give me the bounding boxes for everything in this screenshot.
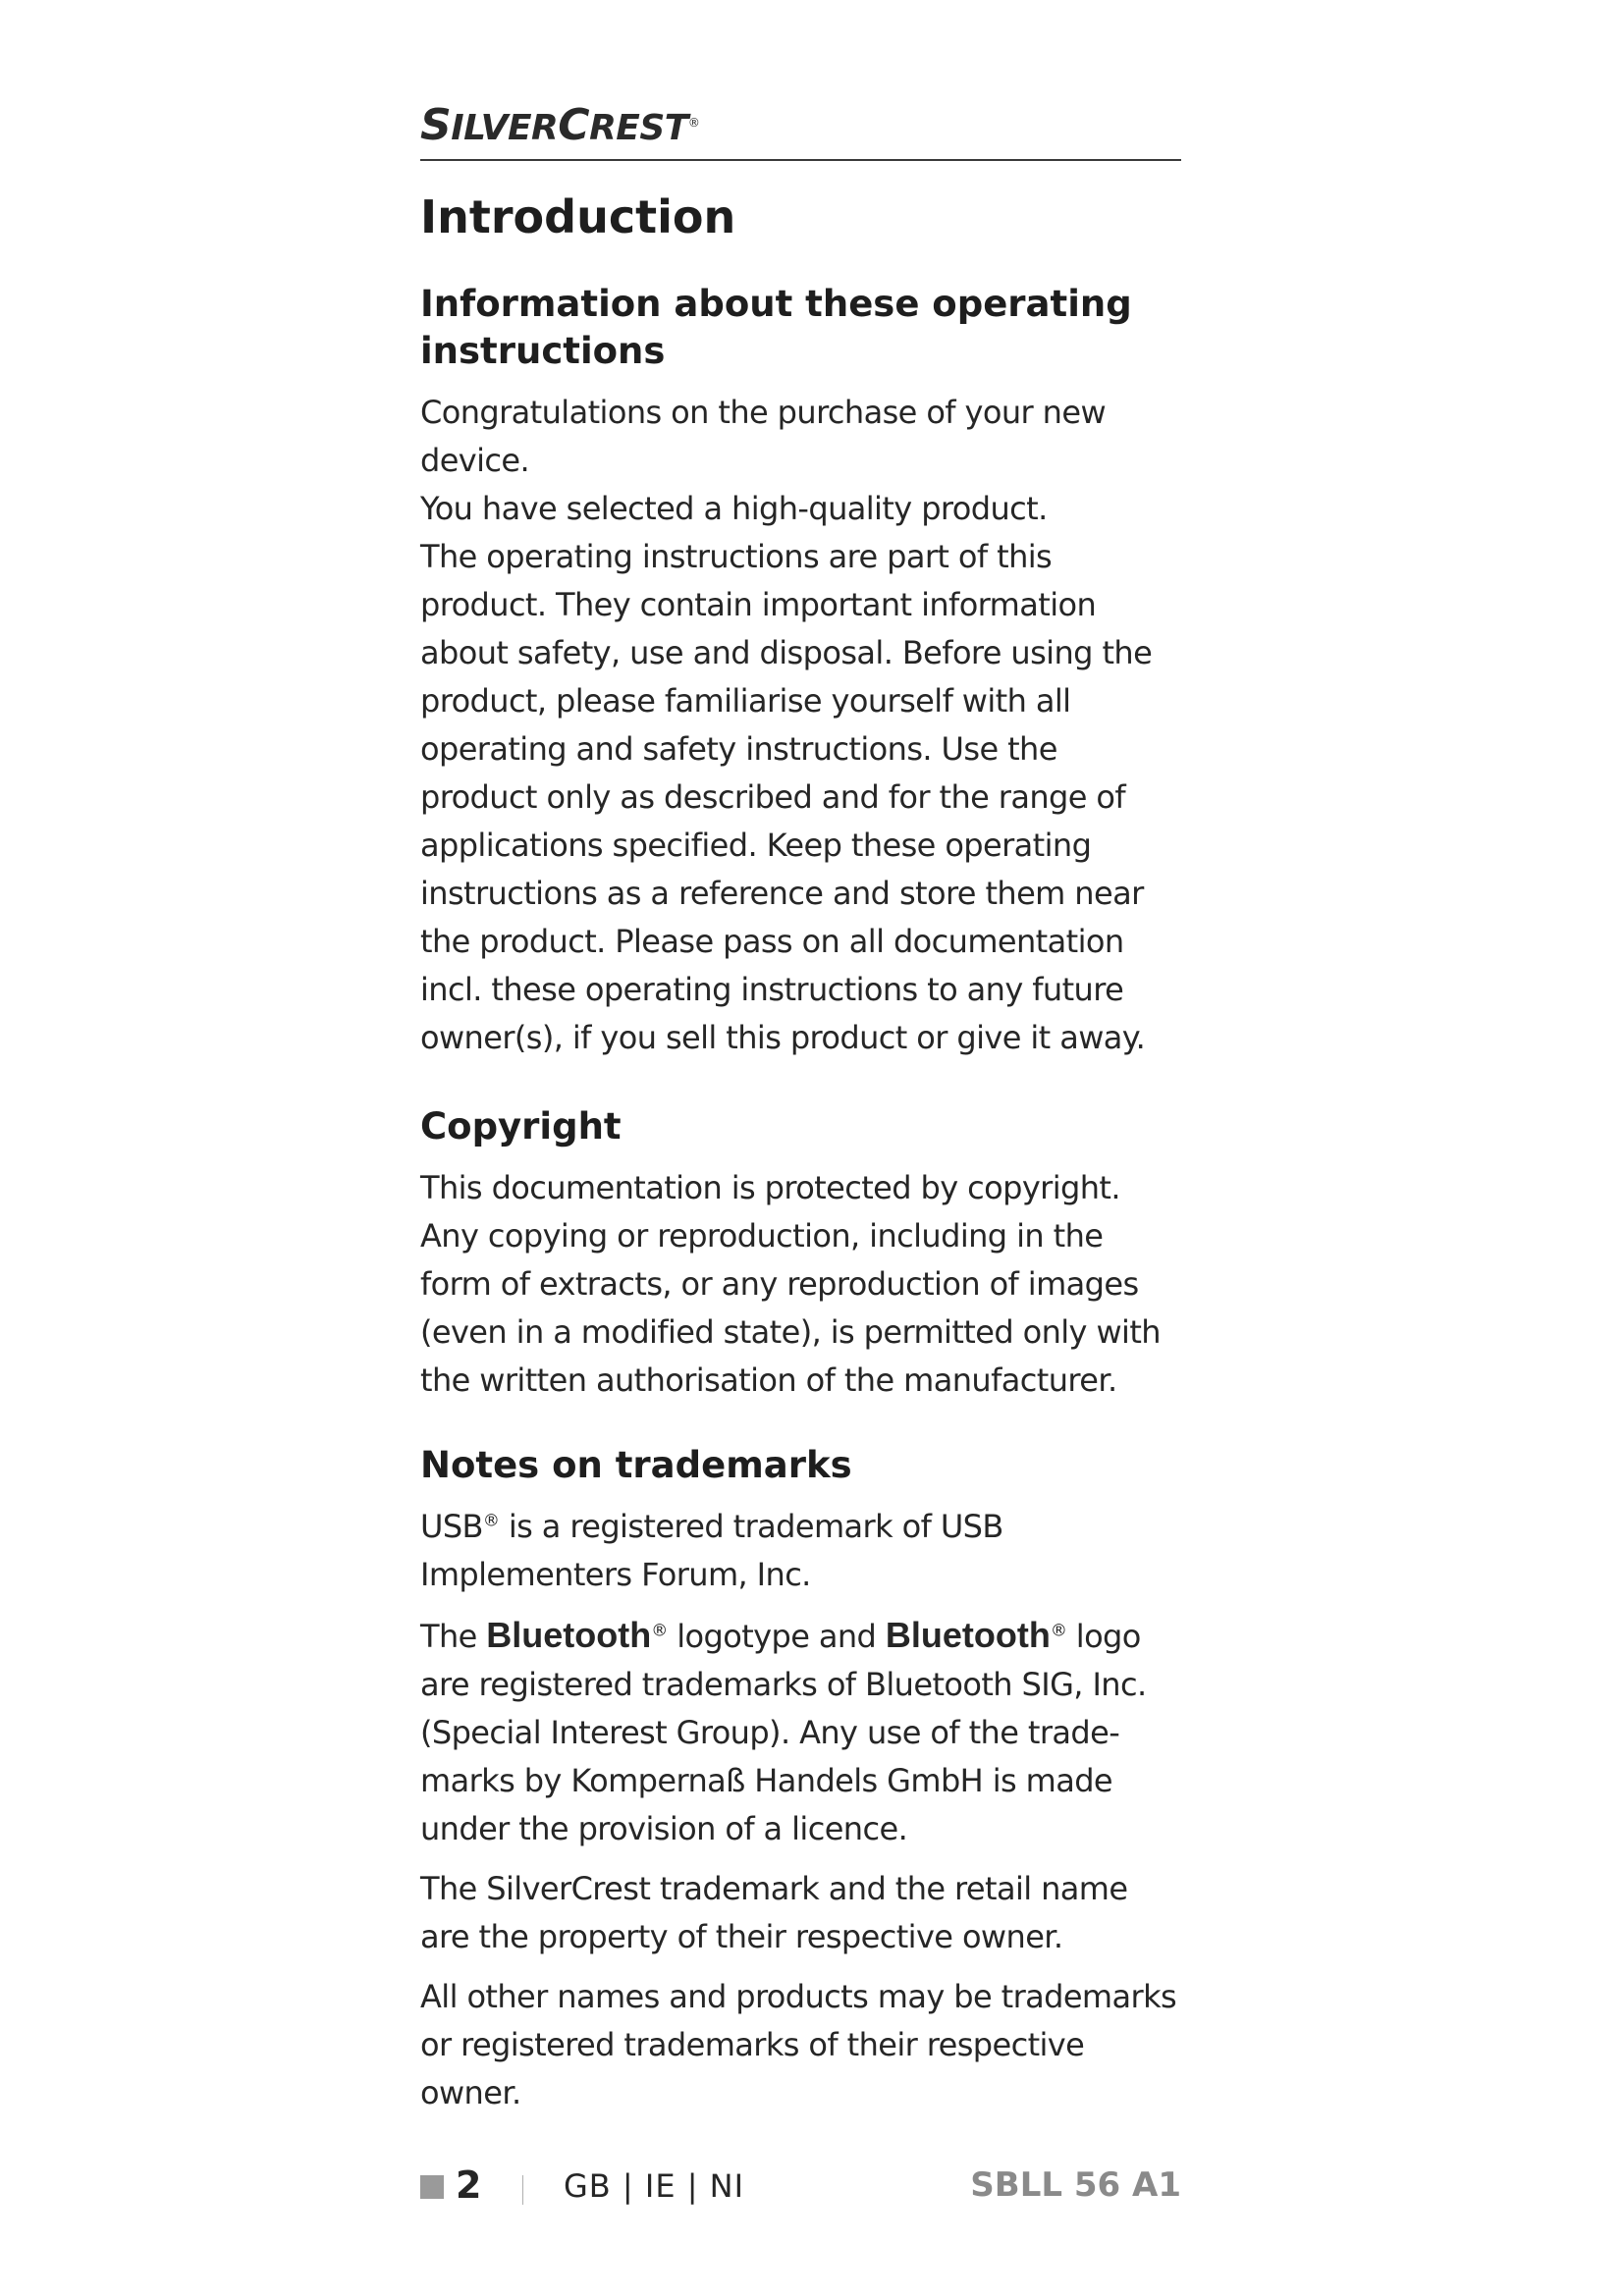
paragraph-congratulations: Congratulations on the purchase of your new device. [420,394,1107,479]
model-number: SBLL 56 A1 [970,2165,1181,2205]
section-heading-information: Information about these operating instructions [420,283,1132,372]
section-copyright [420,1103,1181,1405]
paragraph-other-names: All other names and products may be trademarks or registered trademarks of their respective owner. [420,1978,1177,2111]
paragraph-copying: Any copying or reproduction, including in the form of extracts, or any reproduction of images (even in a modified state), is permitted only with the written authorisation of the manufacturer. [420,1217,1161,1399]
section-heading-copyright: Copyright [420,1105,622,1148]
page-marker-square-icon [420,2175,444,2199]
paragraph-bluetooth: The Bluetooth® logotype and Bluetooth® logo are registered trademarks of Bluetooth SIG, Inc. (Special Interest Group). Any use of the trade-marks by Kompernaß Handels GmbH is made under the provision of a licence. [420,1615,1147,1847]
bluetooth-wordmark: Bluetooth [486,1615,652,1655]
header-rule [420,159,1181,161]
main-content [420,281,1181,2117]
section-trademarks [420,1442,1181,2117]
bluetooth-logo-wordmark: Bluetooth [885,1615,1051,1655]
page-number: 2 [456,2163,482,2207]
paragraph-usb: USB® is a registered trademark of USB Implementers Forum, Inc. [420,1508,1003,1593]
paragraph-instructions: The operating instructions are part of this product. They contain important information about safety, use and disposal. Before using the product, please familiarise yourself with all operating and safety instructions. Use the product only as described and for the range of applications specified. Keep these operating instructions as a reference and store them near the product. Please pass on all documentation incl. these operating instructions to any future owner(s), if you sell this product or give it away. [420,538,1153,1056]
paragraph-silvercrest: The SilverCrest trademark and the retail name are the property of their respective owner. [420,1870,1128,1955]
page-title: Introduction [420,190,736,243]
page-footer [420,2165,1181,2215]
brand-logo: SILVERCREST® [420,100,700,150]
section-information [420,281,1181,1062]
paragraph-protected: This documentation is protected by copyright. [420,1169,1120,1206]
paragraph-high-quality: You have selected a high-quality product. [420,490,1048,527]
footer-languages: GB | IE | NI [564,2167,745,2205]
section-heading-trademarks: Notes on trademarks [420,1444,852,1486]
footer-divider [522,2175,523,2205]
